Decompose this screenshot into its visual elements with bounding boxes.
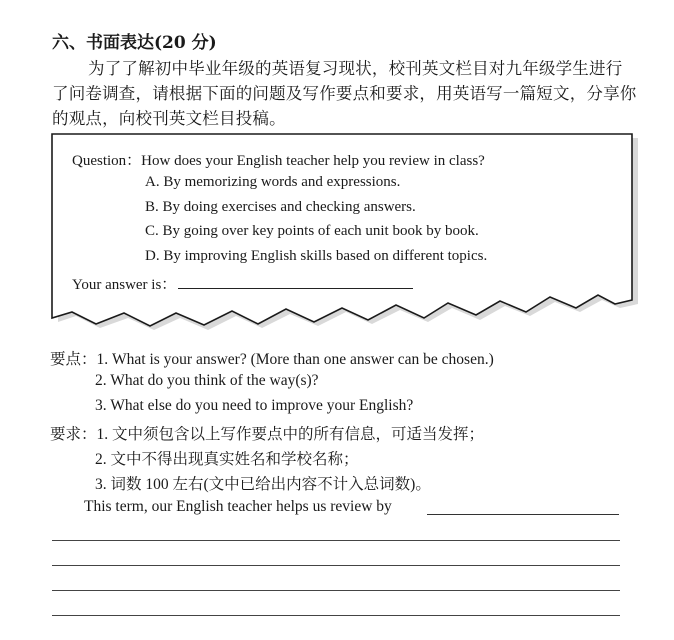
point-1: 要点：1. What is your answer? (More than one answer can be chosen.): [50, 351, 494, 368]
intro-line-1: 为了了解初中毕业年级的英语复习现状，校刊英文栏目对九年级学生进行: [88, 59, 623, 78]
starter-blank[interactable]: [427, 514, 619, 515]
option-c: C. By going over key points of each unit book by book.: [145, 223, 479, 239]
requirement-3: 3. 词数 100 左右(文中已给出内容不计入总词数)。: [95, 476, 431, 493]
option-a: A. By memorizing words and expressions.: [145, 174, 401, 190]
option-d: D. By improving English skills based on different topics.: [145, 248, 488, 264]
answer-blank[interactable]: [178, 288, 413, 289]
requirement-1: 要求：1. 文中须包含以上写作要点中的所有信息，可适当发挥；: [50, 426, 485, 443]
point-2: 2. What do you think of the way(s)?: [95, 372, 319, 389]
answer-label: Your answer is：: [72, 277, 177, 293]
section-heading: 六、书面表达(20 分): [52, 33, 217, 53]
option-b: B. By doing exercises and checking answers.: [145, 199, 416, 215]
writing-line[interactable]: [52, 615, 620, 616]
writing-line[interactable]: [52, 590, 620, 591]
intro-line-3: 的观点，向校刊英文栏目投稿。: [52, 109, 286, 128]
writing-line[interactable]: [52, 565, 620, 566]
question-text: Question：How does your English teacher help you review in class?: [72, 153, 485, 169]
writing-line[interactable]: [52, 540, 620, 541]
point-3: 3. What else do you need to improve your English?: [95, 397, 414, 414]
intro-line-2: 了问卷调查，请根据下面的问题及写作要点和要求，用英语写一篇短文，分享你: [52, 84, 637, 103]
starter-sentence: This term, our English teacher helps us review by: [84, 498, 392, 515]
requirement-2: 2. 文中不得出现真实姓名和学校名称；: [95, 451, 359, 468]
